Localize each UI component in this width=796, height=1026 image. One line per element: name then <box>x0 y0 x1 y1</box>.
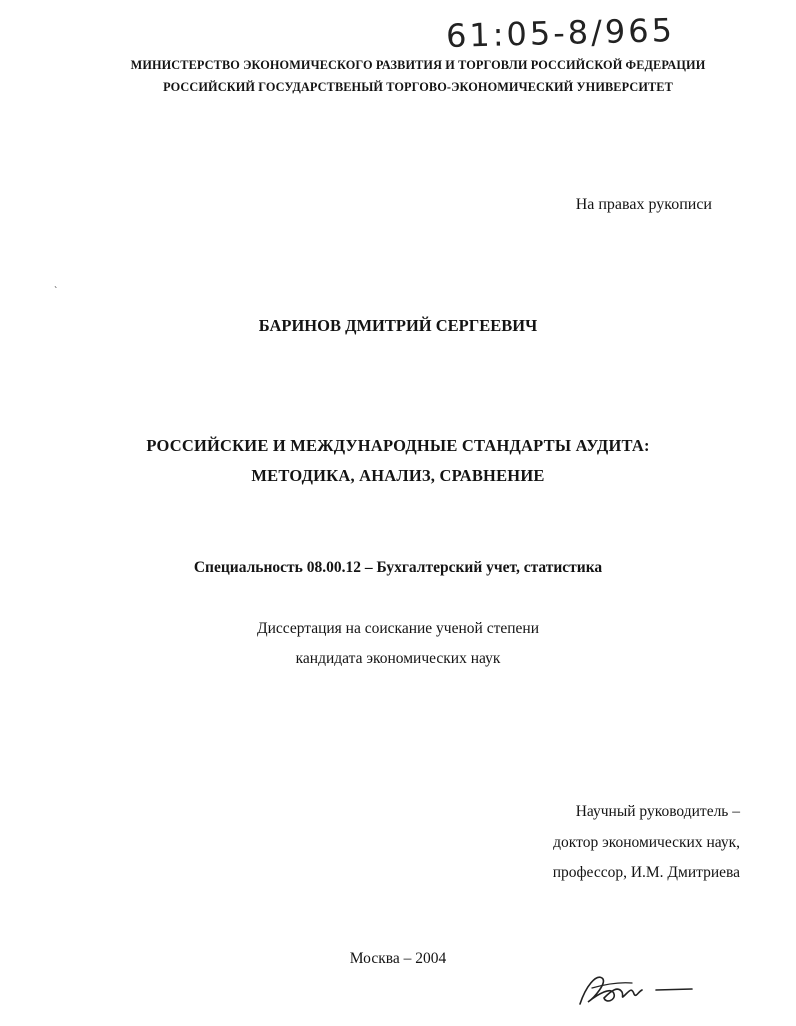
author-name: БАРИНОВ ДМИТРИЙ СЕРГЕЕВИЧ <box>258 316 538 335</box>
city-year: Москва – 2004 <box>349 950 447 967</box>
degree-line-2: кандидата экономических наук <box>295 650 501 667</box>
dissertation-title-line-2: МЕТОДИКА, АНАЛИЗ, СРАВНЕНИЕ <box>251 466 545 485</box>
supervisor-name: профессор, И.М. Дмитриева <box>552 864 740 881</box>
dissertation-title-line-1: РОССИЙСКИЕ И МЕЖДУНАРОДНЫЕ СТАНДАРТЫ АУДИТА: <box>146 436 650 455</box>
ministry-name: МИНИСТЕРСТВО ЭКОНОМИЧЕСКОГО РАЗВИТИЯ И ТОРГОВЛИ РОССИЙСКОЙ ФЕДЕРАЦИИ <box>130 58 706 72</box>
supervisor-label: Научный руководитель – <box>575 803 740 820</box>
signature-icon <box>572 964 702 1014</box>
university-name: РОССИЙСКИЙ ГОСУДАРСТВЕНЫЙ ТОРГОВО-ЭКОНОМИЧЕСКИЙ УНИВЕРСИТЕТ <box>163 80 673 94</box>
degree-line-1: Диссертация на соискание ученой степени <box>257 620 539 637</box>
manuscript-rights-note: На правах рукописи <box>575 196 712 213</box>
specialty: Специальность 08.00.12 – Бухгалтерский учет, статистика <box>193 559 603 576</box>
stray-mark: ` <box>54 286 58 297</box>
supervisor-degree: доктор экономических наук, <box>553 834 740 851</box>
handwritten-catalog-number: 61:05-8/965 <box>445 11 676 55</box>
